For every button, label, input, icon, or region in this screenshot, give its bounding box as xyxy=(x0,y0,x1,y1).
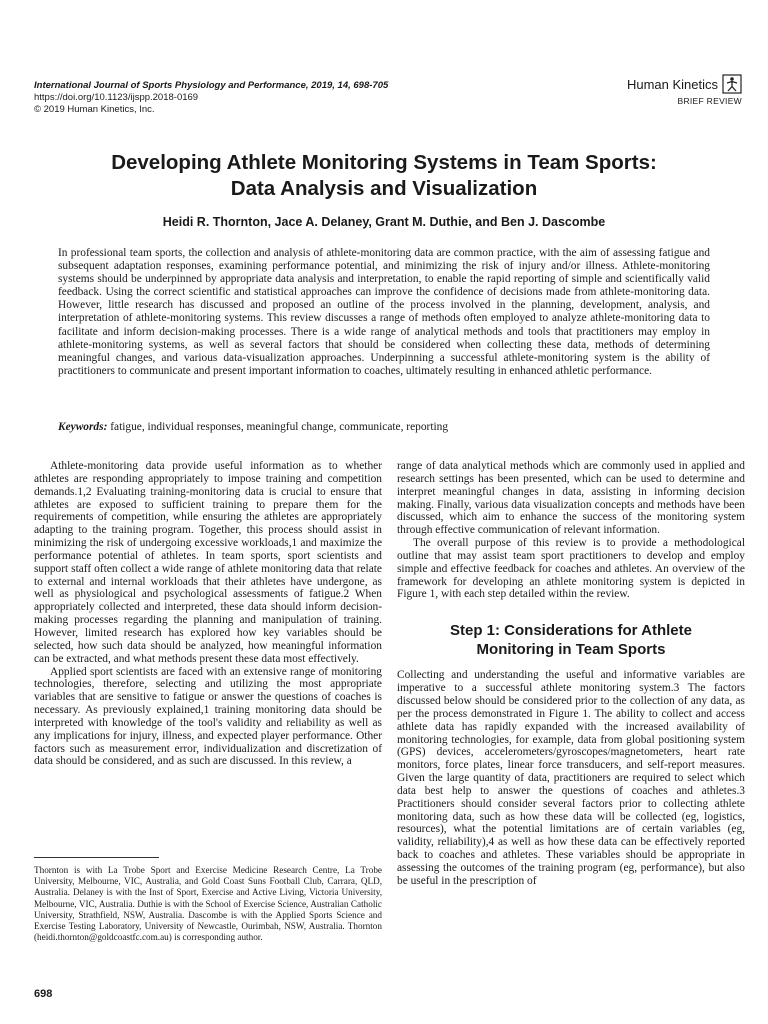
keywords-list: fatigue, individual responses, meaningful change, communicate, reporting xyxy=(110,421,449,433)
keywords xyxy=(58,421,710,434)
section-heading-line-1: Step 1: Considerations for Athlete xyxy=(450,622,692,640)
doi-link[interactable]: https://doi.org/10.1123/ijspp.2018-0169 xyxy=(34,92,199,103)
publisher-block xyxy=(562,74,742,106)
abstract: In professional team sports, the collection and analysis of athlete-monitoring data are common practice, with the aim of assessing fatigue and subsequent adaptation responses, examining performance potential, and minimizing the risk of injury and/or illness. Athlete-monitoring systems should be underpinned by appropriate data analysis and interpretation, to enable the rapid reporting of simple and scientifically valid feedback. Using the correct scientific and statistical approaches can improve the confidence of decisions made from athlete-monitoring data. However, little research has discussed and proposed an outline of the process involved in the planning, development, analysis, and interpretation of athlete-monitoring systems. This review discusses a range of methods often employed to analyze athlete-monitoring data to facilitate and inform decision-making processes. There is a wide range of analytical methods and tools that practitioners may employ in athlete-monitoring systems, as well as several factors that should be considered when collecting these data, methods of determining meaningful changes, and various data-visualization approaches. Underpinning a successful athlete-monitoring system is the ability of practitioners to communicate and present important information to coaches, ultimately resulting in enhanced athletic performance. xyxy=(58,247,710,377)
purpose-paragraph: The overall purpose of this review is to provide a methodological outline that may assist team sport practitioners to develop and employ simple and effective feedback for coaches and athletes. An overview of the framework for developing an athlete monitoring system is depicted in Figure 1, with each step detailed within the review. xyxy=(397,537,745,601)
intro-paragraph-3: range of data analytical methods which are commonly used in applied and research settings has been presented, which can be used to determine and interpret meaningful changes in data, assisting in informing decision making. Finally, various data visualization concepts and methods have been discussed, which aim to enhance the success of the monitoring system through effective communication of relevant information. xyxy=(397,460,745,537)
copyright: © 2019 Human Kinetics, Inc. xyxy=(34,104,155,115)
publisher-name: Human Kinetics xyxy=(626,76,718,92)
right-column xyxy=(397,460,745,888)
title-line-1: Developing Athlete Monitoring Systems in Team Sports: xyxy=(111,151,657,174)
article-title xyxy=(34,150,734,202)
section-heading-step-1 xyxy=(397,621,745,659)
journal-citation: International Journal of Sports Physiology and Performance, 2019, 14, 698-705 xyxy=(34,80,389,91)
keywords-label: Keywords: xyxy=(58,421,108,433)
human-kinetics-logo-icon xyxy=(722,74,742,94)
page-number: 698 xyxy=(34,988,53,1000)
section-heading-line-2: Monitoring in Team Sports xyxy=(476,641,666,659)
step-1-paragraph: Collecting and understanding the useful and informative variables are imperative to a successful athlete monitoring system.3 The factors discussed below should be considered prior to the collection of any data, as per the process demonstrated in Figure 1. The ability to collect and access athlete data has rapidly expanded with the increased availability of monitoring technologies, for example, data from global positioning system (GPS) devices, accelerometers/gyroscopes/magnetometers, heart rate monitors, force plates, linear force transducers, and self-report measures. Given the large quantity of data, practitioners are required to select which data best help to answer the questions of coaches and athletes.3 Practitioners should consider several factors prior to collecting athlete monitoring data, such as how these data will be collected (eg, logistics, resources), what the potential limitations are of certain variables (eg, validity, reliability),4 as well as how these data can be effectively reported back to coaches and athletes. These variables should be appropriate in assessing the outcomes of the training program (eg, performance), but also be useful in the prescription of xyxy=(397,669,745,887)
title-line-2: Data Analysis and Visualization xyxy=(230,177,538,200)
article-type: BRIEF REVIEW xyxy=(677,96,742,106)
author-affiliations-footnote: Thornton is with La Trobe Sport and Exercise Medicine Research Centre, La Trobe University, Melbourne, VIC, Australia, and Gold Coast Suns Football Club, Carrara, QLD, Australia. Delaney is with the Inst of Sport, Exercise and Active Living, Victoria University, Melbourne, VIC, Australia. Duthie is with the School of Exercise Science, Australian Catholic University, Strathfield, NSW, Australia. Dascombe is with the Applied Sports Science and Exercise Testing Laboratory, University of Newcastle, Ourimbah, NSW, Australia. Thornton (heidi.thornton@goldcoastfc.com.au) is corresponding author. xyxy=(34,865,382,943)
author-list: Heidi R. Thornton, Jace A. Delaney, Grant M. Duthie, and Ben J. Dascombe xyxy=(162,215,606,229)
footnote-divider xyxy=(34,857,159,858)
left-column xyxy=(34,460,382,768)
running-header xyxy=(34,80,484,116)
publisher xyxy=(627,74,742,94)
intro-paragraph-1: Athlete-monitoring data provide useful information as to whether athletes are responding appropriately to impose training and competition demands.1,2 Evaluating training-monitoring data is crucial to ensure that athletes are exposed to sufficient training to prepare them for the requirements of competition, while ensuring the athletes are appropriately adapting to the training program. Together, this process should assist in minimizing the risk of undergoing excessive workloads,1 and maximize the performance potential of athletes. In team sports, sport scientists and support staff often collect a wide range of athlete monitoring data that relate to external and internal workloads that their athletes have undergone, as well as physiological and psychological assessments of fatigue.2 When appropriately collected and interpreted, these data should inform decision-making processes regarding the planning and manipulation of training. However, limited research has explored how key variables should be selected, how such data should be analyzed, how meaningful information can be extracted, and what methods present these data most effectively. xyxy=(34,460,382,665)
intro-paragraph-2: Applied sport scientists are faced with an extensive range of monitoring technologies, therefore, selecting and utilizing the most appropriate variables that are sensitive to fatigue or answer the questions of coaches is necessary. As previously explained,1 training monitoring data should be interpreted with knowledge of the tool's validity and reliability as well as any implications for injury, illness, and expected player performance. Other factors such as measurement error, individualization and discretization of data should be considered, and as such are discussed. In this review, a xyxy=(34,665,382,768)
